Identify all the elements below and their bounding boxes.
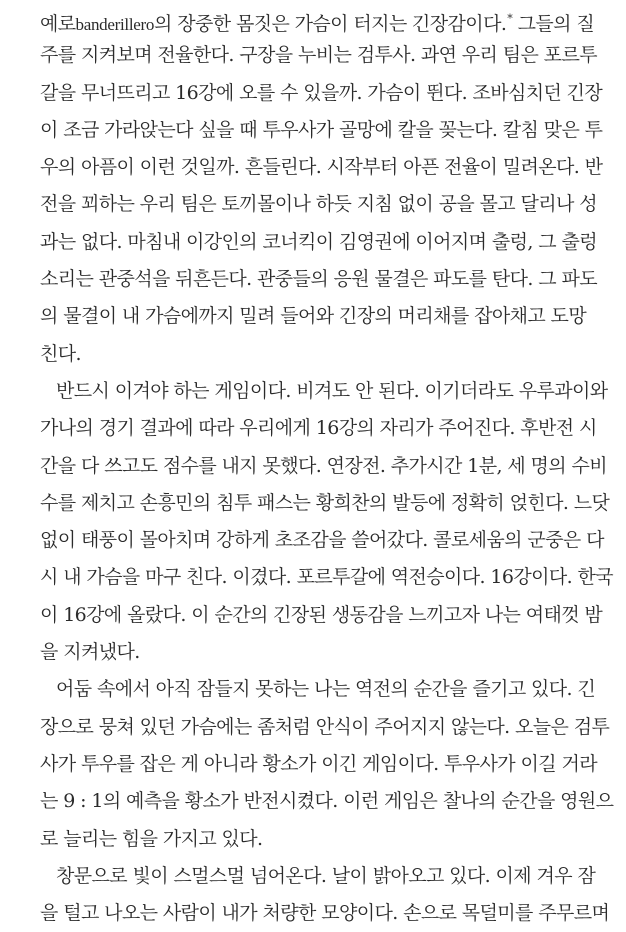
text-line: 로 늘리는 힘을 가지고 있다.: [40, 827, 263, 850]
text-line: 의 물결이 내 가슴에까지 밀려 들어와 긴장의 머리채를 잡아채고 도망: [40, 305, 587, 328]
text-line: 간을 다 쓰고도 점수를 내지 못했다. 연장전. 추가시간 1분, 세 명의 수비: [40, 454, 608, 477]
text-line: 이 16강에 올랐다. 이 순간의 긴장된 생동감을 느끼고자 나는 여태껏 밤: [40, 603, 603, 626]
text-line: 장으로 뭉쳐 있던 가슴에는 좀처럼 안식이 주어지지 않는다. 오늘은 검투: [40, 715, 610, 738]
text-line: 전을 꾀하는 우리 팀은 토끼몰이나 하듯 지침 없이 공을 몰고 달리나 성: [40, 193, 597, 216]
text-line: 없이 태풍이 몰아치며 강하게 초조감을 쓸어갔다. 콜로세움의 군중은 다: [40, 529, 604, 552]
text-line: 을 털고 나오는 사람이 내가 처량한 모양이다. 손으로 목덜미를 주무르며: [40, 902, 610, 925]
latin-term: banderillero: [75, 15, 155, 34]
text-line: 주를 지켜보며 전율한다. 구장을 누비는 검투사. 과연 우리 팀은 포르투: [40, 44, 597, 67]
text-line: 소리는 관중석을 뒤흔든다. 관중들의 응원 물결은 파도를 탄다. 그 파도: [40, 268, 597, 291]
text-line: 시 내 가슴을 마구 친다. 이겼다. 포르투갈에 역전승이다. 16강이다. 한국: [40, 566, 614, 589]
text-line: 우의 아픔이 이런 것일까. 흔들린다. 시작부터 아픈 전율이 밀려온다. 반: [40, 156, 603, 179]
paragraph-4: [40, 858, 610, 932]
text-line: 반드시 이겨야 하는 게임이다. 비겨도 안 된다. 이기더라도 우루과이와: [56, 379, 608, 402]
text-line: 가나의 경기 결과에 따라 우리에게 16강의 자리가 주어진다. 후반전 시: [40, 417, 597, 440]
paragraph-3: [40, 671, 614, 857]
paragraph-1: [40, 0, 603, 373]
text-line: 을 지켜냈다.: [40, 641, 140, 664]
text-line: 창문으로 빛이 스멀스멀 넘어온다. 날이 밝아오고 있다. 이제 겨우 잠: [56, 864, 596, 887]
footnote-marker[interactable]: *: [507, 12, 513, 25]
text-line: 갈을 무너뜨리고 16강에 오를 수 있을까. 가슴이 뛴다. 조바심치던 긴장: [40, 81, 603, 104]
paragraph-2: [40, 373, 614, 671]
text-line: [40, 0, 595, 37]
text-line: 는 9 : 1의 예측을 황소가 반전시켰다. 이런 게임은 찰나의 순간을 영원으: [40, 790, 614, 813]
text-fragment: 그들의 질: [512, 13, 595, 35]
text-line: 과는 없다. 마침내 이강인의 코너킥이 김영권에 이어지며 출렁, 그 출렁: [40, 230, 597, 253]
text-fragment: 예로: [40, 13, 76, 35]
text-line: 이 조금 가라앉는다 싶을 때 투우사가 골망에 칼을 꽂는다. 칼침 맞은 투: [40, 118, 603, 141]
text-line: 어둠 속에서 아직 잠들지 못하는 나는 역전의 순간을 즐기고 있다. 긴: [56, 678, 596, 701]
text-line: 수를 제치고 손흥민의 침투 패스는 황희찬의 발등에 정확히 얹힌다. 느닷: [40, 491, 610, 514]
text-line: 친다.: [40, 342, 81, 365]
text-fragment: 의 장중한 몸짓은 가슴이 터지는 긴장감이다.: [154, 13, 507, 35]
text-line: 사가 투우를 잡은 게 아니라 황소가 이긴 게임이다. 투우사가 이길 거라: [40, 752, 597, 775]
document-page: [40, 0, 614, 932]
